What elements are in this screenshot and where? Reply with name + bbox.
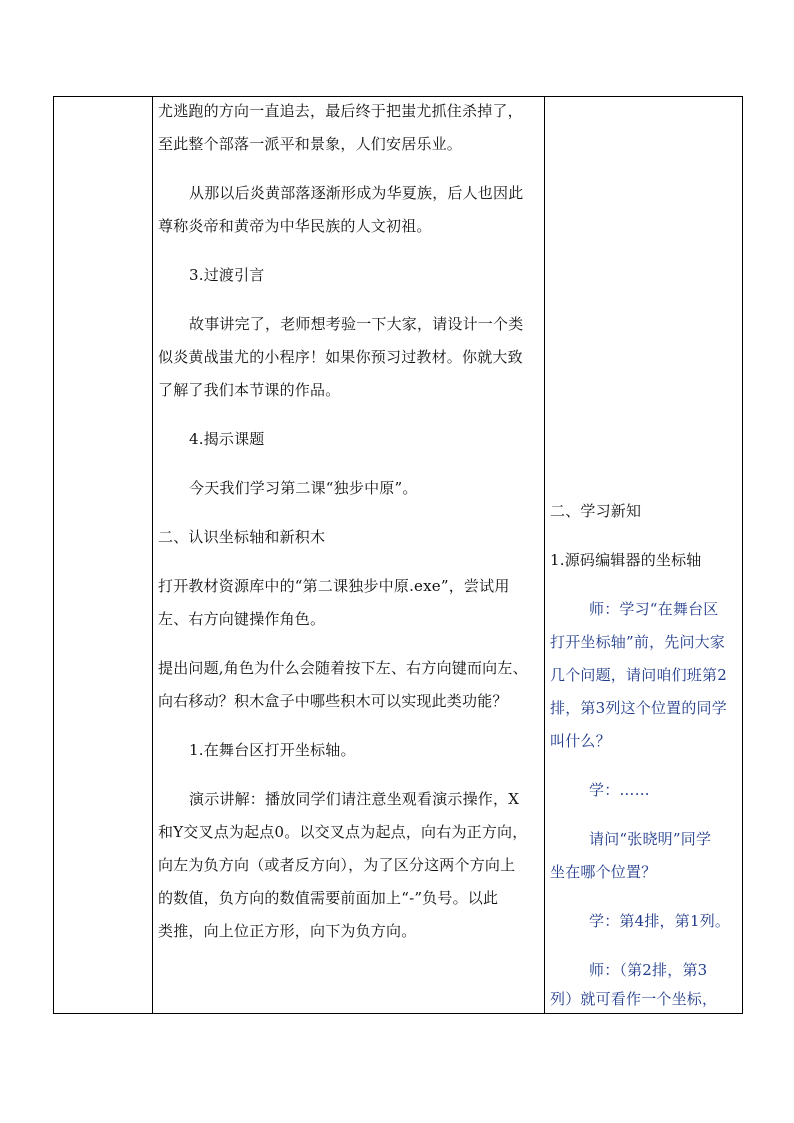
right-text-line: 叫什么？ (550, 732, 611, 750)
right-text-line: 打开坐标轴”前，先问大家 (550, 633, 726, 651)
section-heading: 4.揭示课题 (189, 430, 265, 448)
right-text-line: 师：（第2排，第3 (589, 961, 708, 979)
right-text-line: 请问“张晓明”同学 (589, 830, 712, 848)
middle-text-line: 了解了我们本节课的作品。 (158, 381, 341, 399)
middle-text-line: 打开教材资源库中的“第二课独步中原.exe”，尝试用 (158, 577, 510, 595)
middle-text-line: 从那以后炎黄部落逐渐形成为华夏族，后人也因此 (189, 184, 524, 202)
lesson-plan-table (53, 96, 743, 1014)
middle-text-line: 左、右方向键操作角色。 (158, 610, 326, 628)
middle-text-line: 故事讲完了，老师想考验一下大家，请设计一个类 (189, 315, 524, 333)
section-heading: 二、学习新知 (550, 502, 642, 520)
section-heading: 二、认识坐标轴和新积木 (158, 528, 326, 546)
middle-text-line: 的数值，负方向的数值需要前面加上“-”负号。以此 (158, 889, 499, 907)
right-column-cell (545, 97, 742, 1013)
middle-text-line: 提出问题,角色为什么会随着按下左、右方向键而向左、 (158, 659, 528, 677)
middle-text-line: 演示讲解：播放同学们请注意坐观看演示操作，X (189, 790, 520, 808)
right-text-line: 师：学习“在舞台区 (589, 600, 719, 618)
middle-text-line: 向右移动？积木盒子中哪些积木可以实现此类功能？ (158, 692, 508, 710)
left-column-cell (54, 97, 152, 1013)
section-heading: 3.过渡引言 (189, 266, 265, 284)
right-text-line: 几个问题，请问咱们班第2 (550, 666, 727, 684)
middle-text-line: 尊称炎帝和黄帝为中华民族的人文初祖。 (158, 217, 432, 235)
middle-column-cell (153, 97, 544, 1013)
middle-text-line: 向左为负方向（或者反方向），为了区分这两个方向上 (158, 856, 516, 874)
middle-text-line: 今天我们学习第二课“独步中原”。 (189, 479, 418, 497)
section-heading: 1.源码编辑器的坐标轴 (550, 551, 702, 569)
right-text-line: 坐在哪个位置？ (550, 863, 657, 881)
right-text-line: 列）就可看作一个坐标， (550, 990, 718, 1008)
middle-text-line: 尤逃跑的方向一直追去，最后终于把蚩尤抓住杀掉了， (158, 102, 523, 120)
right-text-line: 学：…… (589, 781, 650, 799)
middle-text-line: 类推，向上位正方形，向下为负方向。 (158, 922, 417, 940)
middle-text-line: 和Y交叉点为起点0。以交叉点为起点，向右为正方向， (158, 823, 528, 841)
middle-text-line: 至此整个部落一派平和景象，人们安居乐业。 (158, 135, 463, 153)
section-heading: 1.在舞台区打开坐标轴。 (189, 741, 356, 759)
right-text-line: 排，第3列这个位置的同学 (550, 699, 727, 717)
right-text-line: 学：第4排，第1列。 (589, 912, 731, 930)
middle-text-line: 似炎黄战蚩尤的小程序！如果你预习过教材。你就大致 (158, 348, 523, 366)
